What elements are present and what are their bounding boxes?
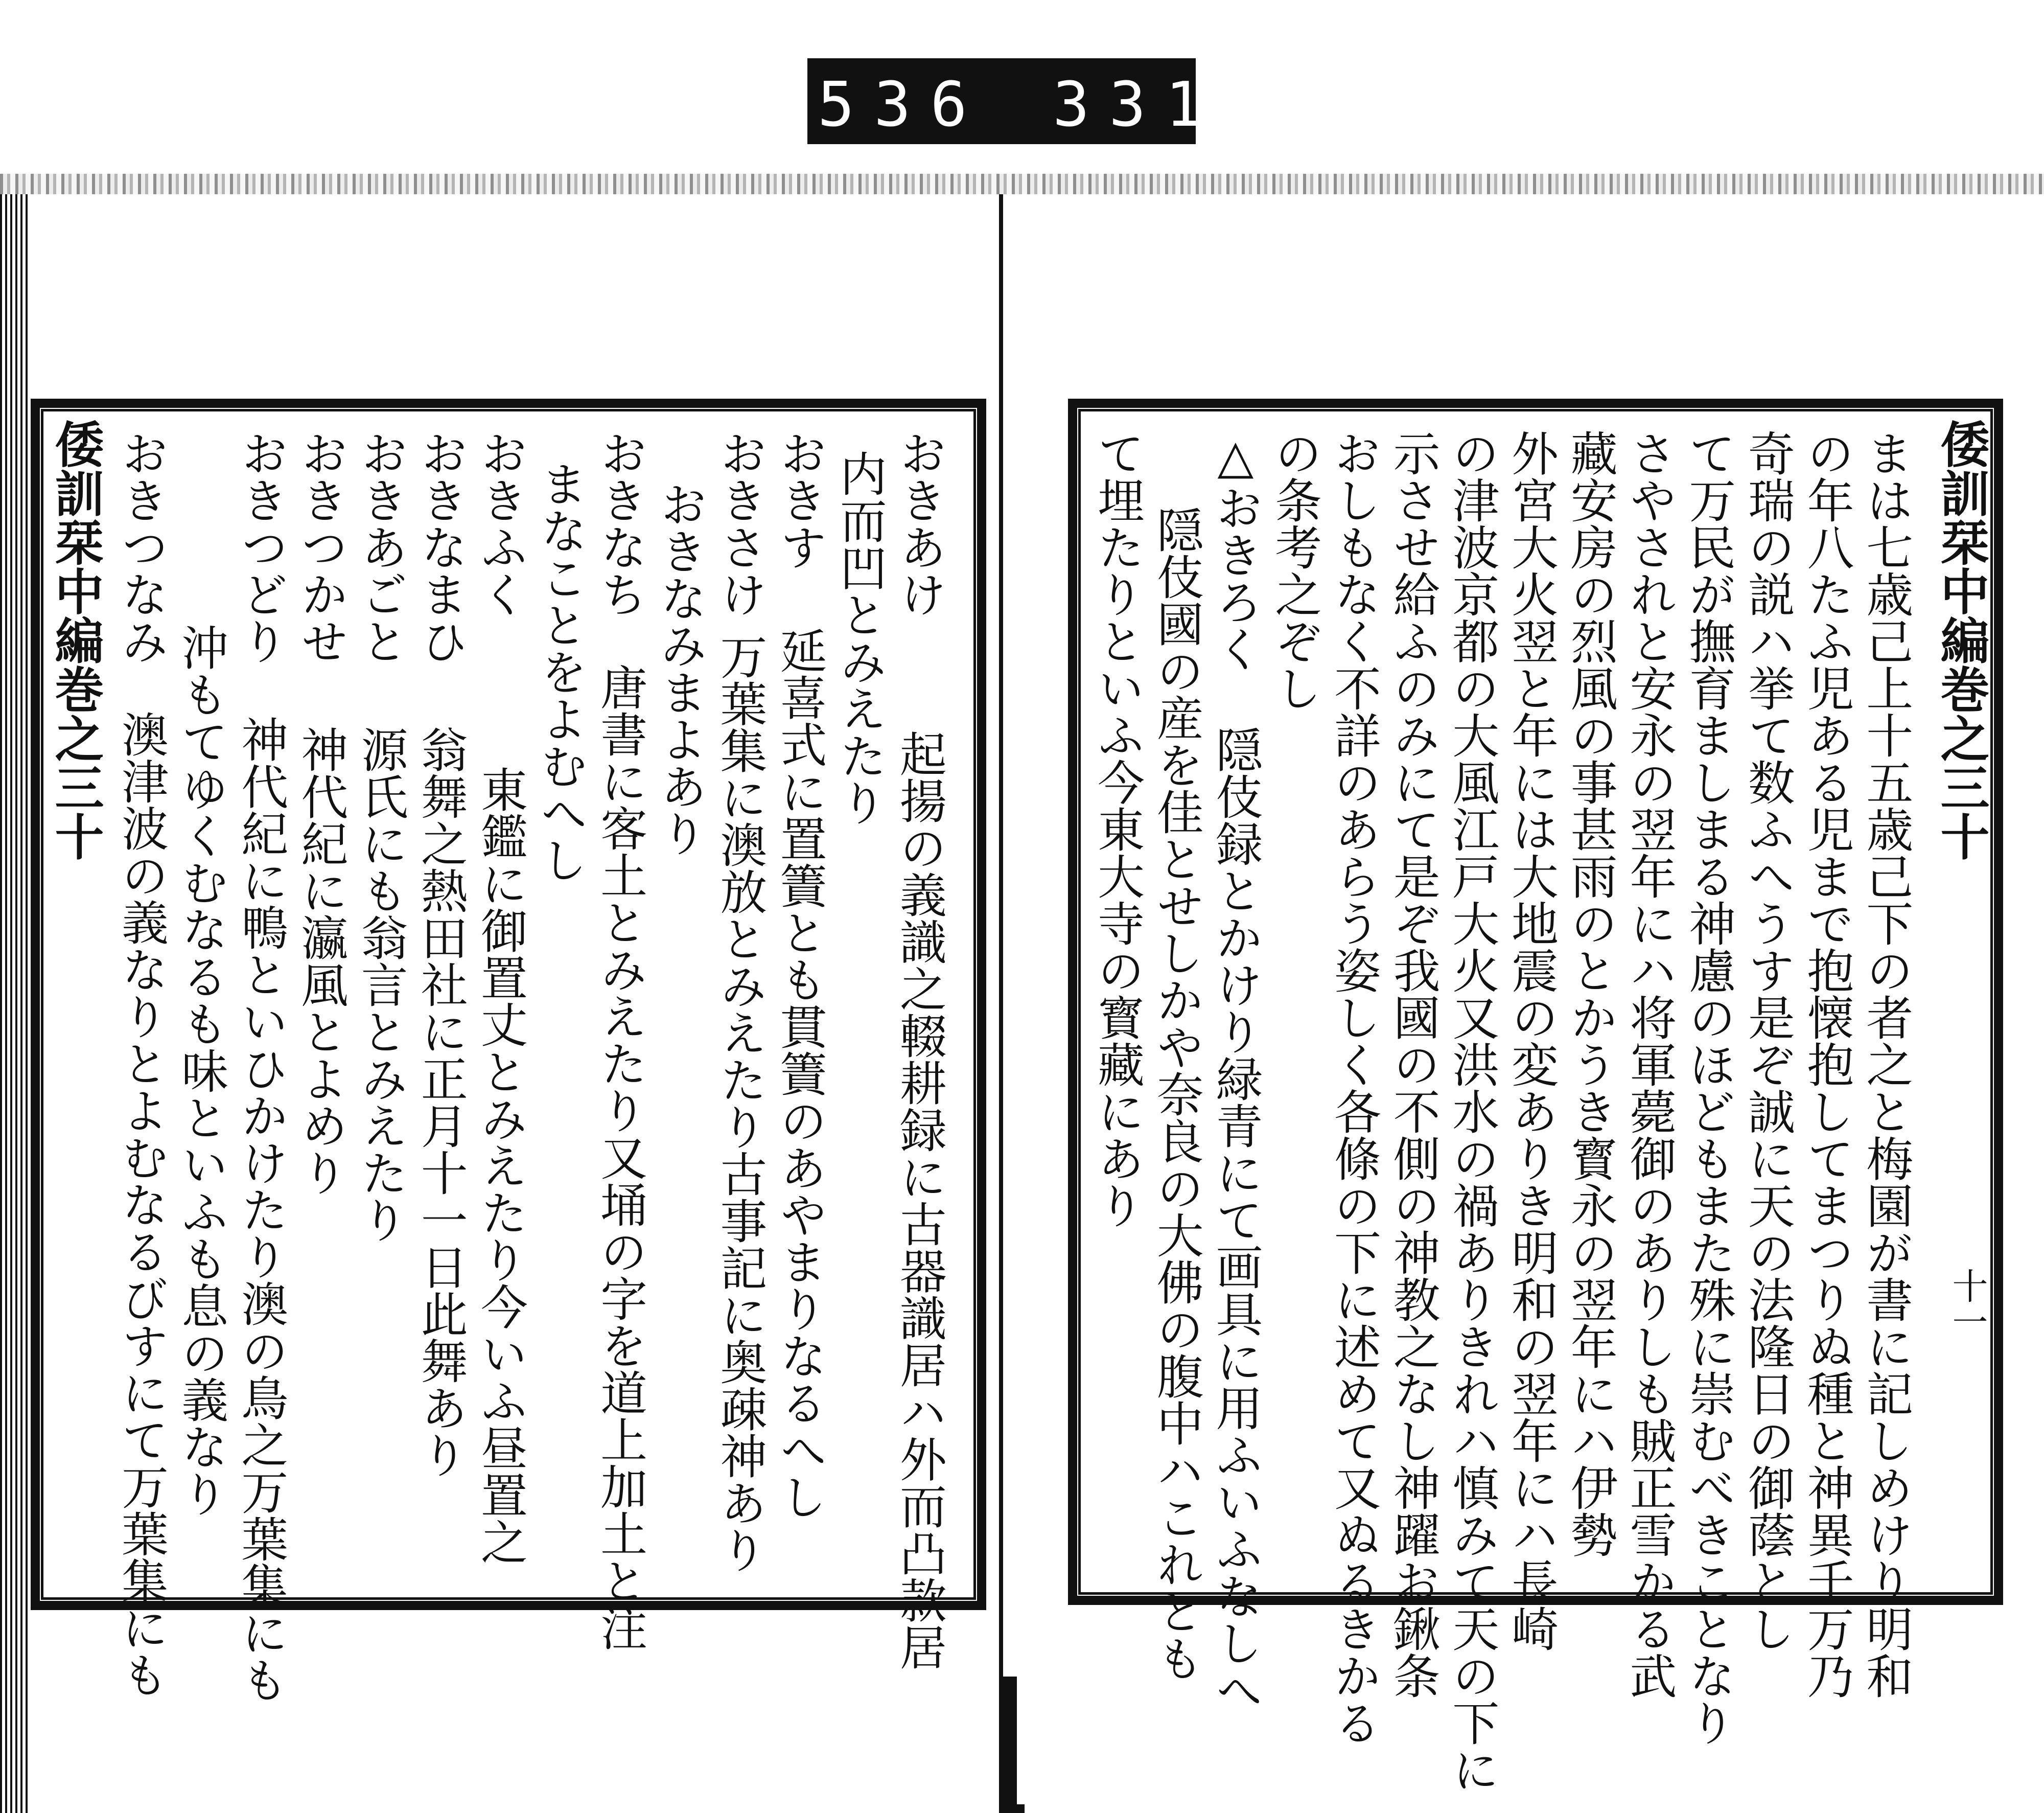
entry-heading: おきあけ bbox=[892, 429, 947, 617]
entry-heading: 内而凹とみえたり bbox=[832, 450, 887, 826]
right-page bbox=[1017, 194, 2008, 1804]
entry-heading: さやされと安永の翌年にハ将軍薨御のありしも賊正雪かる武 bbox=[1622, 429, 1677, 1699]
catalog-number-left: 536 bbox=[818, 70, 987, 141]
entry-text: 神代紀に鴨といひかけたり澳の鳥之万葉集にも bbox=[234, 716, 289, 1703]
entry-heading: 隠伎國の産を佳とせしかや奈良の大佛の腹中ハこれとも bbox=[1149, 506, 1204, 1682]
entry-heading: おきなち bbox=[593, 429, 648, 617]
text-column bbox=[1563, 429, 1626, 1585]
text-column bbox=[1267, 429, 1330, 1585]
entry-heading: おきつなみ bbox=[114, 429, 169, 664]
text-column bbox=[293, 429, 357, 1585]
entry-text: 万葉集に澳放とみえたり古事記に奥疎神あり bbox=[712, 633, 768, 1573]
text-column bbox=[533, 429, 596, 1585]
entry-text: 唐書に客土とみえたり又埇の字を道上加土と注 bbox=[593, 663, 648, 1651]
text-column bbox=[473, 429, 537, 1585]
entry-heading: おきなみまよあり bbox=[653, 480, 708, 857]
entry-heading: まなことをよむへし bbox=[533, 460, 588, 883]
entry-heading: て万民が撫育ましまる神慮のほどもまた殊に崇むべきことなり bbox=[1681, 429, 1736, 1746]
entry-heading: まは七歳己上十五歳己下の者之と梅園が書に記しめけり明和 bbox=[1859, 429, 1914, 1699]
text-column bbox=[593, 429, 656, 1651]
book-top-edge bbox=[0, 174, 2044, 194]
right-text-area bbox=[1090, 429, 1921, 1793]
entry-heading: て埋たりといふ今東大寺の寳藏にあり bbox=[1090, 429, 1145, 1229]
catalog-label bbox=[807, 58, 1278, 144]
text-column bbox=[1504, 429, 1567, 1652]
right-spine-title: 倭訓栞中編巻之三十 bbox=[1933, 419, 1990, 861]
text-column bbox=[832, 429, 896, 1585]
text-column bbox=[1859, 429, 1921, 1699]
entry-heading: 沖もてゆくむなるも味といふも息の義なり bbox=[174, 624, 229, 1517]
book-gutter bbox=[999, 194, 1003, 1813]
entry-heading: の条考之ぞし bbox=[1267, 429, 1322, 712]
left-page-edge-strip bbox=[0, 194, 31, 1813]
entry-heading: おきふく bbox=[473, 429, 528, 617]
text-column bbox=[174, 429, 237, 1585]
text-column bbox=[1385, 429, 1449, 1699]
text-column bbox=[1622, 429, 1685, 1699]
text-column bbox=[1799, 429, 1863, 1699]
entry-text: 延喜式に置簀とも貫簀のあやまりなるへし bbox=[772, 627, 827, 1520]
text-column bbox=[234, 429, 297, 1703]
right-spine-number: 十一 bbox=[1946, 1268, 1988, 1339]
catalog-number-right: 331. bbox=[1053, 70, 1278, 141]
entry-heading: おきつどり bbox=[234, 429, 289, 664]
entry-heading: 藏安房の烈風の事甚雨のとかうき寳永の翌年にハ伊勢 bbox=[1563, 429, 1618, 1558]
entry-text: 隠伎録とかけり緑青にて画具に用ふいふなしへ bbox=[1208, 726, 1263, 1713]
entry-heading: おきつかせ bbox=[293, 429, 349, 664]
entry-heading: の津波京都の大風江戸大火又洪水の禍ありきれハ慎みて天の下に bbox=[1445, 429, 1500, 1793]
text-column bbox=[1681, 429, 1744, 1746]
text-column bbox=[1090, 429, 1153, 1585]
entry-text: 翁舞之熱田社に正月十一日此舞あり bbox=[413, 726, 468, 1478]
text-column bbox=[1445, 429, 1507, 1793]
entry-heading: 外宮大火翌と年には大地震の変ありき明和の翌年にハ長崎 bbox=[1504, 429, 1559, 1652]
entry-heading: △おきろく bbox=[1208, 429, 1263, 672]
text-column bbox=[653, 429, 716, 1585]
text-column bbox=[1740, 429, 1803, 1652]
left-text-area bbox=[114, 429, 956, 1703]
entry-heading: おきなまひ bbox=[413, 429, 468, 664]
entry-heading: おきあごと bbox=[353, 429, 408, 664]
entry-text: 東鑑に御置丈とみえたり今いふ昼置之 bbox=[473, 766, 528, 1565]
text-column bbox=[114, 429, 177, 1698]
left-page bbox=[20, 194, 1002, 1804]
entry-heading: おきさけ bbox=[712, 429, 768, 617]
text-column bbox=[1326, 429, 1389, 1746]
entry-text: 起揚の義識之輟耕録に古器識居ハ外而凸款居 bbox=[892, 730, 947, 1670]
text-column bbox=[413, 429, 477, 1585]
entry-text: 澳津波の義なりとよむなるびすにて万葉集にも bbox=[114, 710, 169, 1698]
entry-heading: 奇瑞の説ハ挙て数ふへうす是ぞ誠に天の法隆日の御蔭とし bbox=[1740, 429, 1795, 1652]
entry-text: 神代紀に瀛風とよめり bbox=[293, 726, 349, 1196]
text-column bbox=[892, 429, 956, 1670]
text-column bbox=[1208, 429, 1271, 1713]
entry-heading: おきす bbox=[772, 429, 827, 570]
text-column bbox=[353, 429, 417, 1585]
entry-text: 源氏にも翁言とみえたり bbox=[353, 726, 408, 1243]
entry-heading: おしもなく不詳のあらう姿しく各條の下に述めて又ぬるきかる bbox=[1326, 429, 1381, 1746]
text-column bbox=[712, 429, 776, 1585]
entry-heading: 示させ給ふのみにて是ぞ我國の不側の神教之なし神躍お鍬条 bbox=[1385, 429, 1441, 1699]
entry-heading: の年八たふ児ある児まで抱懐抱してまつりぬ種と神異千万乃 bbox=[1799, 429, 1854, 1699]
text-column bbox=[772, 429, 836, 1585]
text-column bbox=[1149, 429, 1212, 1682]
left-spine-title: 倭訓栞中編巻之三十 bbox=[47, 419, 105, 861]
